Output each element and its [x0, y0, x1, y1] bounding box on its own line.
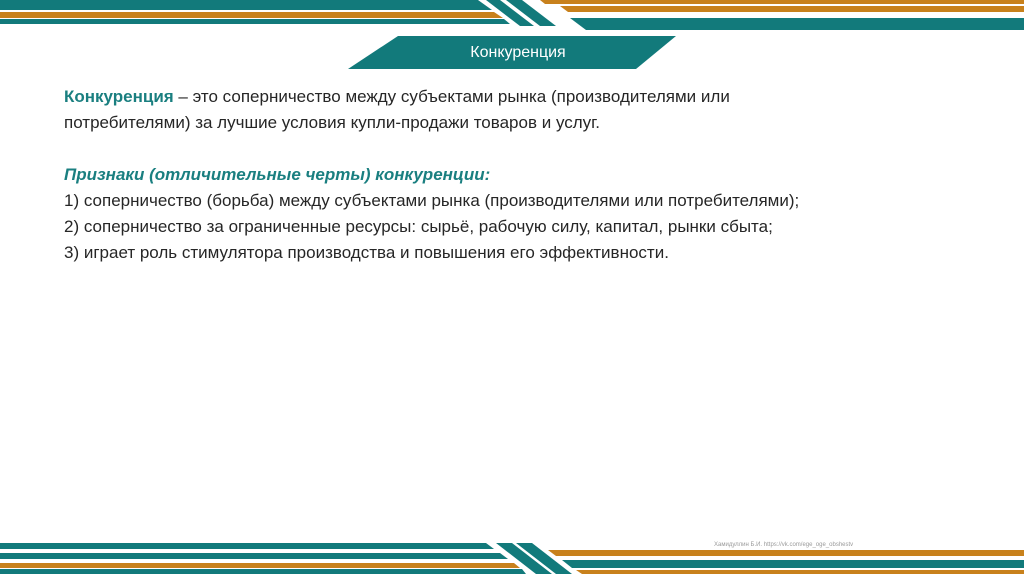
feature-item-2: 2) соперничество за ограниченные ресурсы: сырьё, рабочую силу, капитал, рынки сбыта; — [64, 217, 773, 236]
definition-term: Конкуренция — [64, 87, 174, 106]
slide-title: Конкуренция — [470, 44, 566, 61]
definition-line-1 — [64, 84, 964, 110]
slide-content — [64, 84, 964, 266]
definition-line-2: потребителями) за лучшие условия купли-продажи товаров и услуг. — [64, 113, 601, 132]
feature-item-3: 3) играет роль стимулятора производства и повышения его эффективности. — [64, 243, 669, 262]
features-heading: Признаки (отличительные черты) конкуренции: — [64, 165, 491, 184]
footer-credit: Хамидуллин Б.И. https://vk.com/ege_oge_obshestv — [714, 542, 854, 548]
definition-text: – это соперничество между субъектами рынка (производителями или — [173, 87, 730, 106]
feature-item-1: 1) соперничество (борьба) между субъектами рынка (производителями или потребителями); — [64, 191, 800, 210]
title-banner — [0, 0, 1024, 80]
